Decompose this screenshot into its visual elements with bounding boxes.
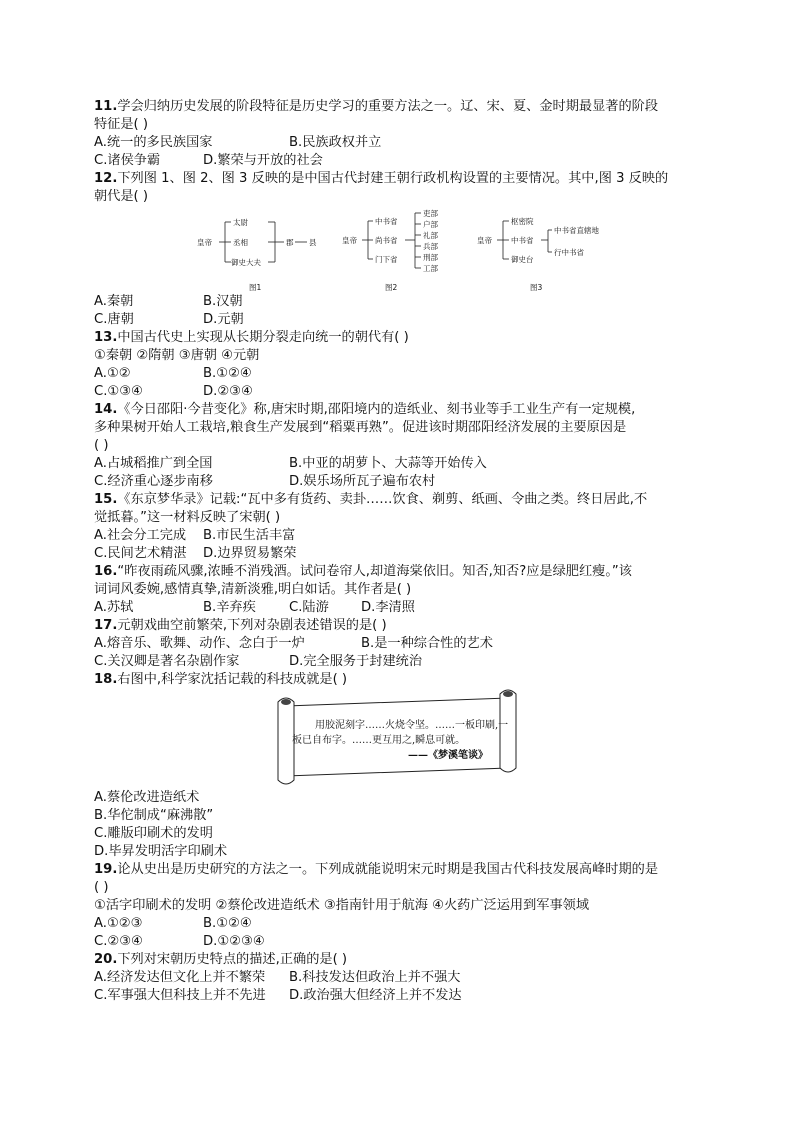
q19-stem-text: 论从史出是历史研究的方法之一。下列成就能说明宋元时期是我国古代科技发展高峰时期的是 [117, 862, 659, 877]
q18-number: 18. [94, 672, 118, 687]
fig2-left-2: 尚书省 [375, 236, 398, 245]
fig2-ministry-2: 户部 [423, 220, 438, 229]
q17-stem-text: 元朝戏曲空前繁荣,下列对杂剧表述错误的是( ) [117, 618, 387, 633]
q20-option-c[interactable]: C.军事强大但科技上并不先进 [94, 988, 266, 1003]
fig3-caption: 图3 [530, 283, 543, 292]
q13-items: ①秦朝 ②隋朝 ③唐朝 ④元朝 [94, 348, 260, 363]
q12-option-c[interactable]: C.唐朝 [94, 312, 134, 327]
q16-option-a[interactable]: A.苏轼 [94, 600, 134, 615]
q20-stem-text: 下列对宋朝历史特点的描述,正确的是( ) [117, 952, 348, 967]
fig3-left-2: 中书省 [511, 236, 534, 245]
q19-stem-line2: ( ) [94, 880, 109, 895]
q18-scroll-line2: 板已自布字。……更互用之,瞬息可就。 [292, 735, 466, 746]
fig1-jun: 郡 [286, 238, 294, 247]
q15-number: 15. [94, 492, 118, 507]
q17-option-c[interactable]: C.关汉卿是著名杂剧作家 [94, 654, 240, 669]
q14-option-b[interactable]: B.中亚的胡萝卜、大蒜等开始传入 [289, 456, 487, 471]
fig1-emperor: 皇帝 [197, 238, 212, 247]
fig2-left-3: 门下省 [375, 255, 398, 264]
q17-option-d[interactable]: D.完全服务于封建统治 [289, 654, 423, 669]
q13-option-b[interactable]: B.①②④ [203, 366, 252, 381]
q13-stem-text: 中国古代史上实现从长期分裂走向统一的朝代有( ) [117, 330, 409, 345]
q11-stem-line1 [94, 98, 658, 116]
q20-stem-line1 [94, 951, 347, 969]
q14-stem-text: 《今日邵阳·今昔变化》称,唐宋时期,邵阳境内的造纸业、刻书业等手工业生产有一定规模, [117, 402, 636, 417]
q14-stem-line1 [94, 401, 635, 419]
q20-number: 20. [94, 952, 118, 967]
q15-option-c[interactable]: C.民间艺术精湛 [94, 546, 187, 561]
q19-items: ①活字印刷术的发明 ②蔡伦改进造纸术 ③指南针用于航海 ④火药广泛运用到军事领域 [94, 898, 590, 913]
q13-stem-line1 [94, 329, 409, 347]
q13-option-d[interactable]: D.②③④ [203, 384, 253, 399]
q15-option-a[interactable]: A.社会分工完成 [94, 528, 187, 543]
fig1-official-3: 御史大夫 [231, 258, 261, 267]
fig1-caption: 图1 [249, 283, 262, 292]
q18-stem-text: 右图中,科学家沈括记载的科技成就是( ) [117, 672, 348, 687]
q13-option-c[interactable]: C.①③④ [94, 384, 143, 399]
fig2-ministry-5: 刑部 [423, 253, 438, 262]
q15-stem-line2: 觉抵暮。”这一材料反映了宋朝( ) [94, 510, 281, 525]
q11-stem-text: 学会归纳历史发展的阶段特征是历史学习的重要方法之一。辽、宋、夏、金时期最显著的阶段 [117, 99, 659, 114]
q14-number: 14. [94, 402, 118, 417]
q19-option-a[interactable]: A.①②③ [94, 916, 143, 931]
q14-option-c[interactable]: C.经济重心逐步南移 [94, 474, 213, 489]
fig2-ministry-3: 礼部 [423, 231, 438, 240]
fig3-left-1: 枢密院 [511, 217, 534, 226]
q12-option-d[interactable]: D.元朝 [203, 312, 244, 327]
q14-option-a[interactable]: A.占城稻推广到全国 [94, 456, 213, 471]
q16-stem-text: “昨夜雨疏风骤,浓睡不消残酒。试问卷帘人,却道海棠依旧。知否,知否?应是绿肥红瘦。”该 [117, 564, 632, 579]
q14-stem-line3: ( ) [94, 438, 109, 453]
q12-stem-line2: 朝代是( ) [94, 189, 149, 204]
q15-stem-line1 [94, 491, 647, 509]
q16-stem-line1 [94, 563, 632, 581]
q16-option-b[interactable]: B.辛弃疾 [203, 600, 256, 615]
q12-number: 12. [94, 171, 118, 186]
q18-scroll-source: ——《梦溪笔谈》 [408, 750, 488, 761]
fig2-ministry-6: 工部 [423, 264, 438, 273]
q11-stem-line2: 特征是( ) [94, 117, 149, 132]
q12-stem-line1 [94, 170, 668, 188]
q15-stem-text: 《东京梦华录》记载:“瓦中多有货药、卖卦……饮食、剃剪、纸画、令曲之类。终日居此,不 [117, 492, 648, 507]
q12-stem-text: 下列图 1、图 2、图 3 反映的是中国古代封建王朝行政机构设置的主要情况。其中,图 3 反映的 [117, 171, 669, 186]
q11-option-c[interactable]: C.诸侯争霸 [94, 153, 161, 168]
q17-option-b[interactable]: B.是一种综合性的艺术 [361, 636, 493, 651]
fig1-official-1: 太尉 [233, 218, 248, 227]
q20-option-b[interactable]: B.科技发达但政治上并不强大 [289, 970, 461, 985]
q14-stem-line2: 多种果树开始人工栽培,粮食生产发展到“稻粟再熟”。促进该时期邵阳经济发展的主要原因是 [94, 420, 627, 435]
q19-option-c[interactable]: C.②③④ [94, 934, 143, 949]
fig3-right-2: 行中书省 [554, 248, 584, 257]
q13-option-a[interactable]: A.①② [94, 366, 131, 381]
q17-stem-line1 [94, 617, 387, 635]
q16-number: 16. [94, 564, 118, 579]
q11-option-b[interactable]: B.民族政权并立 [289, 135, 382, 150]
q11-option-a[interactable]: A.统一的多民族国家 [94, 135, 213, 150]
fig2-left-1: 中书省 [375, 217, 398, 226]
fig3-right-1: 中书省直辖地 [554, 226, 599, 235]
fig1-xian: 县 [309, 238, 317, 247]
q18-option-a[interactable]: A.蔡伦改进造纸术 [94, 790, 200, 805]
fig3-emperor: 皇帝 [477, 236, 492, 245]
q14-option-d[interactable]: D.娱乐场所瓦子遍布农村 [289, 474, 436, 489]
q17-option-a[interactable]: A.熔音乐、歌舞、动作、念白于一炉 [94, 636, 305, 651]
fig2-ministry-1: 吏部 [423, 209, 438, 218]
q20-option-d[interactable]: D.政治强大但经济上并不发达 [289, 988, 462, 1003]
fig2-emperor: 皇帝 [342, 236, 357, 245]
q15-option-d[interactable]: D.边界贸易繁荣 [203, 546, 297, 561]
fig3-left-3: 御史台 [511, 255, 534, 264]
fig1-official-2: 丞相 [233, 238, 248, 247]
q18-option-d[interactable]: D.毕昇发明活字印刷术 [94, 844, 228, 859]
q19-option-b[interactable]: B.①②④ [203, 916, 252, 931]
q13-number: 13. [94, 330, 118, 345]
q16-option-c[interactable]: C.陆游 [289, 600, 329, 615]
q18-scroll-line1: 用胶泥刻字……火烧令坚。……一板印刷,一 [315, 720, 509, 731]
q12-option-b[interactable]: B.汉朝 [203, 294, 243, 309]
q18-option-b[interactable]: B.华佗制成“麻沸散” [94, 808, 214, 823]
q19-number: 19. [94, 862, 118, 877]
q16-stem-line2: 词词风委婉,感情真挚,清新淡雅,明白如话。其作者是( ) [94, 582, 412, 597]
fig2-caption: 图2 [385, 283, 398, 292]
q11-number: 11. [94, 99, 118, 114]
q20-option-a[interactable]: A.经济发达但文化上并不繁荣 [94, 970, 266, 985]
q11-option-d[interactable]: D.繁荣与开放的社会 [203, 153, 323, 168]
q16-option-d[interactable]: D.李清照 [361, 600, 415, 615]
q12-figures [185, 208, 625, 294]
q19-option-d[interactable]: D.①②③④ [203, 934, 265, 949]
q19-stem-line1 [94, 861, 658, 879]
q12-option-a[interactable]: A.秦朝 [94, 294, 134, 309]
fig2-ministry-4: 兵部 [423, 242, 438, 251]
q18-option-c[interactable]: C.雕版印刷术的发明 [94, 826, 213, 841]
q15-option-b[interactable]: B.市民生活丰富 [203, 528, 296, 543]
q17-number: 17. [94, 618, 118, 633]
q18-stem-line1 [94, 671, 347, 689]
